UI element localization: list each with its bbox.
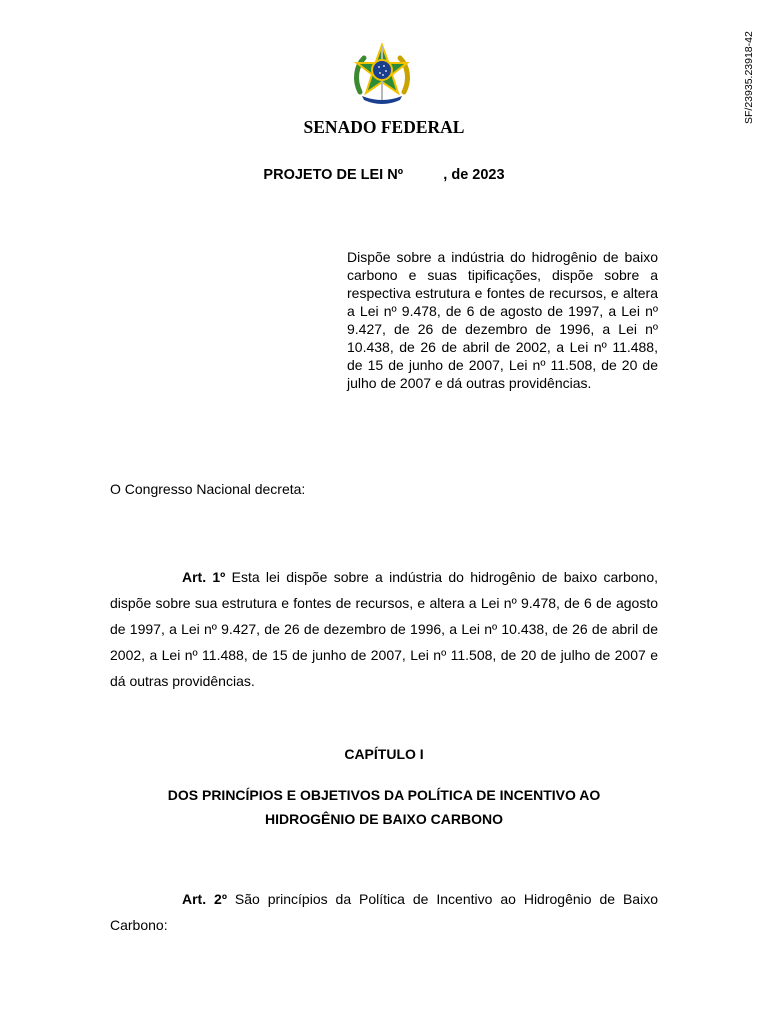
article-1: [110, 564, 658, 694]
article-1-text: Esta lei dispõe sobre a indústria do hidrogênio de baixo carbono, dispõe sobre sua estrutura e fontes de recursos, e altera a Lei nº 9.478, de 6 de agosto de 1997, a Lei nº 9.427, de 26 de dezembro de 1996, a Lei nº 10.438, de 26 de abril de 2002, a Lei nº 11.488, de 15 de junho de 2007, Lei nº 11.508, de 20 de julho de 2007 e dá outras providências.: [110, 569, 658, 689]
article-2: [110, 886, 658, 938]
bill-title: PROJETO DE LEI Nº , de 2023: [263, 167, 505, 183]
chapter-title: DOS PRINCÍPIOS E OBJETIVOS DA POLÍTICA DE INCENTIVO AO HIDROGÊNIO DE BAIXO CARBONO: [167, 787, 601, 827]
enactment-clause: O Congresso Nacional decreta:: [110, 481, 306, 497]
document-margin-code: SF/23935.23918-42: [743, 31, 755, 124]
coat-of-arms-icon: [350, 42, 414, 106]
institution-name: SENADO FEDERAL: [303, 117, 465, 137]
article-2-label: Art. 2º: [182, 891, 227, 907]
article-1-label: Art. 1º: [182, 569, 226, 585]
chapter-number: CAPÍTULO I: [344, 746, 424, 762]
article-2-text: São princípios da Política de Incentivo ao Hidrogênio de Baixo Carbono:: [110, 891, 658, 933]
bill-summary: Dispõe sobre a indústria do hidrogênio de baixo carbono e suas tipificações, dispõe sobre a respectiva estrutura e fontes de recursos, e altera a Lei nº 9.478, de 6 de agosto de 1997, a Lei nº 9.427, de 26 de dezembro de 1996, a Lei nº 10.438, de 26 de abril de 2002, a Lei nº 11.488, de 15 de junho de 2007, Lei nº 11.508, de 20 de julho de 2007 e dá outras providências.: [347, 249, 658, 391]
